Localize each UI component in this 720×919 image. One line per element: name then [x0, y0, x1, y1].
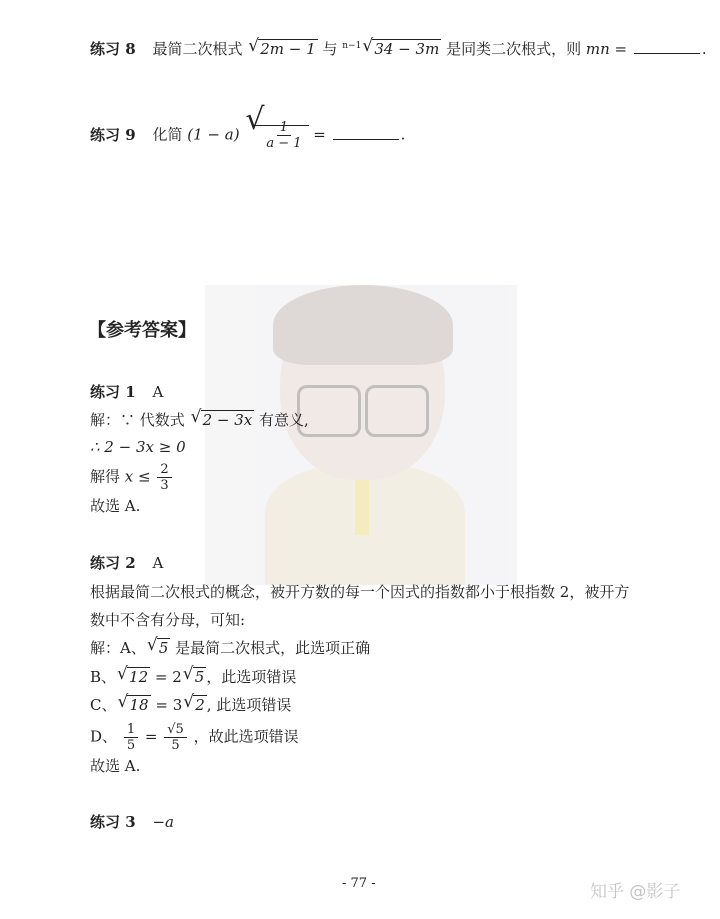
answer-3-value: −a — [152, 813, 174, 831]
zhihu-watermark-text: 知乎 @影子 — [590, 882, 681, 902]
exercise-8-text-3: 是同类二次根式，则 — [446, 40, 582, 58]
answer-1-line-1 — [90, 407, 309, 430]
exercise-8 — [90, 36, 707, 59]
option-d-prefix: D、 — [90, 727, 118, 746]
exercise-8-text-2: 与 — [322, 40, 338, 58]
answer-1-solve-text: 解得 — [90, 467, 121, 486]
watermark-glasses-right — [365, 385, 429, 437]
exercise-9-label: 练习 9 — [90, 125, 136, 144]
exercise-8-root-index: n−1 — [342, 41, 362, 51]
answer-2-label: 练习 2 — [90, 554, 136, 572]
watermark-tie-shape — [355, 475, 369, 535]
option-a-radical: √ 5 — [146, 635, 169, 657]
exercise-9-prefix: (1 − a) — [187, 125, 240, 144]
option-d-fraction-1: $\frac{1}{5}$ — [124, 722, 138, 753]
exercise-8-radical-2: √ 34 − 3m — [362, 36, 440, 58]
option-d-equals: = — [144, 727, 158, 746]
exercise-8-end: . — [701, 40, 707, 58]
option-d-fraction-2: $\frac{√5}{5}$ — [164, 722, 187, 753]
answer-1-text-a: 解：∵ 代数式 — [90, 411, 185, 429]
option-c-radical: √ 18 — [117, 692, 149, 714]
option-b-radical: √ 12 — [117, 664, 149, 686]
option-b-radical-2: √ 5 — [182, 664, 205, 686]
option-c-prefix: C、 — [90, 696, 117, 714]
answer-2-paragraph-1: 根据最简二次根式的概念，被开方数的每一个因式的指数都小于根指数 2，被开方 — [90, 583, 630, 601]
answer-2-option-c — [90, 692, 292, 715]
exercise-8-radical-1: √ 2m − 1 — [248, 36, 316, 58]
option-c-text: , 此选项错误 — [206, 696, 292, 714]
exercise-9 — [90, 102, 406, 151]
answer-2-choice: A — [152, 554, 164, 572]
answer-1-inequality: x ≤ — [124, 467, 151, 486]
answer-3-header — [90, 812, 174, 832]
page-number: - 77 - — [342, 876, 376, 891]
option-b-prefix: B、 — [90, 668, 117, 686]
exercise-9-equals: = — [313, 125, 326, 144]
answers-heading: 【参考答案】 — [88, 320, 196, 341]
answer-1-text-b: 有意义, — [259, 411, 309, 429]
option-d-text: ，故此选项错误 — [193, 727, 299, 746]
answer-1-label: 练习 1 — [90, 383, 136, 401]
exercise-8-label: 练习 8 — [90, 40, 136, 58]
answer-2-header — [90, 553, 163, 573]
exercise-8-answer-blank — [634, 41, 700, 54]
watermark-hair-shape — [273, 285, 453, 365]
answer-2-paragraph-2: 数中不含有分母，可知: — [90, 611, 246, 629]
answer-1-line-3 — [90, 462, 174, 493]
answer-1-conclusion: 故选 A. — [90, 497, 141, 515]
answer-1-fraction: $\frac{2}{3}$ — [157, 462, 171, 493]
exercise-9-text: 化简 — [152, 125, 183, 144]
answer-1-header — [90, 382, 163, 402]
answer-2-conclusion: 故选 A. — [90, 757, 141, 775]
answer-1-radical: √ 2 − 3x — [190, 407, 253, 429]
option-a-prefix: 解：A、 — [90, 639, 146, 657]
answer-1-line-2: ∴ 2 − 3x ≥ 0 — [90, 438, 186, 456]
answer-2-option-a — [90, 635, 371, 658]
option-b-text: ，此选项错误 — [206, 668, 297, 686]
option-c-equals: = 3 — [155, 696, 183, 714]
exercise-9-answer-blank — [333, 127, 399, 140]
exercise-8-variable: mn — [585, 40, 610, 58]
answer-3-label: 练习 3 — [90, 813, 136, 831]
answer-2-option-b — [90, 664, 297, 687]
option-a-text: 是最简二次根式，此选项正确 — [175, 639, 371, 657]
exercise-8-text-1: 最简二次根式 — [152, 40, 243, 58]
answer-2-option-d — [90, 722, 299, 753]
cartoon-watermark-image — [205, 285, 517, 585]
exercise-9-end: . — [400, 125, 406, 144]
answer-1-choice: A — [152, 383, 164, 401]
option-b-equals: = 2 — [154, 668, 182, 686]
exercise-9-radical: √ $\frac{1}{a - 1}$ — [246, 120, 308, 151]
option-c-radical-2: √ 2 — [183, 692, 205, 714]
exercise-8-equals: = — [614, 40, 628, 58]
